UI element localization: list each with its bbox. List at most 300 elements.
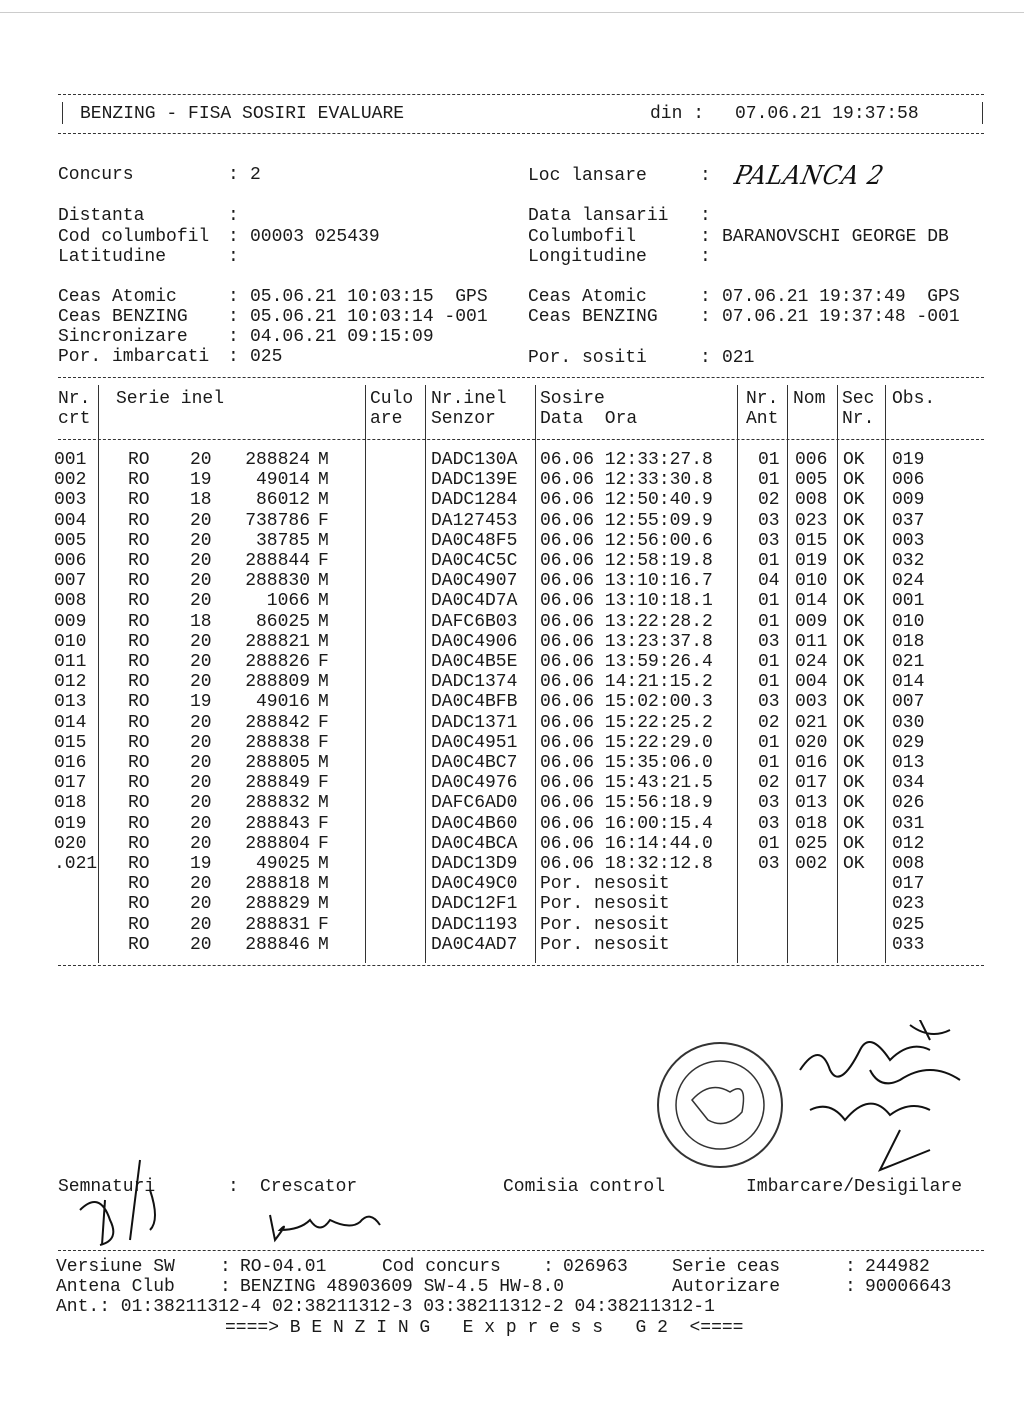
cell-sec: OK [843, 753, 865, 773]
longitudine-label: Longitudine [528, 247, 647, 267]
th-sosire: Sosire [540, 389, 605, 409]
cell-antenna: 04 [758, 571, 780, 592]
cell-nr: 003 [54, 490, 87, 511]
cell-country: RO [128, 591, 150, 612]
cell-arrival: 06.06 13:22:28.2 [540, 611, 713, 632]
cell-nom: 003 [795, 692, 828, 713]
table-row [0, 793, 1024, 813]
document-title: BENZING - FISA SOSIRI EVALUARE [80, 104, 405, 124]
cell-ring-number: 288832 [245, 793, 310, 814]
cell-nom: 002 [795, 854, 828, 874]
table-header-rule [58, 439, 984, 440]
cell-obs: 014 [892, 672, 925, 693]
cell-ring-number: 288818 [245, 874, 310, 895]
cell-nr: 014 [54, 712, 87, 733]
th-serie: Serie inel [116, 389, 225, 409]
cell-sex: M [318, 591, 329, 612]
cell-arrival: 06.06 12:56:00.6 [540, 530, 713, 551]
table-row [0, 834, 1024, 854]
cell-year: 20 [190, 753, 212, 773]
cell-year: 20 [190, 793, 212, 814]
cell-antenna: 01 [758, 450, 780, 470]
date-label: din : [650, 104, 705, 124]
cell-sensor: DAFC6AD0 [431, 793, 518, 814]
cell-sensor: DA0C4C5C [431, 551, 518, 571]
cell-year: 19 [190, 854, 212, 874]
cell-nr: 020 [54, 833, 87, 854]
cell-sex: F [318, 773, 329, 794]
th-crt: crt [58, 409, 91, 429]
cell-sex: M [318, 450, 329, 470]
cell-ring-number: 49014 [255, 470, 310, 491]
cell-antenna: 03 [758, 692, 780, 713]
cell-year: 20 [190, 450, 212, 470]
cell-obs: 001 [892, 591, 925, 612]
cell-sensor: DA0C4D7A [431, 591, 518, 612]
cell-nom: 013 [795, 793, 828, 814]
cell-arrival: 06.06 15:22:29.0 [540, 732, 713, 753]
cell-nr: 011 [54, 652, 87, 672]
cell-nr: 004 [54, 510, 87, 531]
cell-year: 20 [190, 591, 212, 612]
cell-sex: M [318, 692, 329, 713]
cell-sensor: DADC1284 [431, 490, 518, 511]
cell-country: RO [128, 450, 150, 470]
footer-rule [58, 1250, 984, 1251]
cell-sex: M [318, 530, 329, 551]
table-bottom-rule [58, 965, 984, 966]
cell-antenna: 03 [758, 530, 780, 551]
cell-year: 20 [190, 773, 212, 794]
concurs-label: Concurs [58, 165, 134, 185]
cell-arrival: 06.06 12:50:40.9 [540, 490, 713, 511]
cell-year: 20 [190, 551, 212, 571]
cell-nr: 018 [54, 793, 87, 814]
table-row [0, 672, 1024, 692]
cell-sec: OK [843, 652, 865, 672]
serie-ceas-value: 244982 [865, 1257, 930, 1277]
semnaturi-label: Semnaturi [58, 1177, 156, 1197]
cell-ring-number: 288826 [245, 652, 310, 672]
cell-sec: OK [843, 611, 865, 632]
cell-obs: 037 [892, 510, 925, 531]
cell-arrival: 06.06 15:56:18.9 [540, 793, 713, 814]
cell-year: 20 [190, 934, 212, 955]
cell-arrival: Por. nesosit [540, 894, 670, 915]
cell-ring-number: 86012 [255, 490, 310, 511]
antenna-list: Ant.: 01:38211312-4 02:38211312-3 03:38211312-2 04:38211312-1 [56, 1297, 715, 1317]
cell-obs: 006 [892, 470, 925, 491]
cell-arrival: 06.06 14:21:15.2 [540, 672, 713, 693]
cell-sec: OK [843, 692, 865, 713]
cell-nr: 002 [54, 470, 87, 491]
versiune-value: RO-04.01 [240, 1257, 327, 1277]
table-row [0, 915, 1024, 935]
cell-year: 20 [190, 833, 212, 854]
th-ant-2: Ant [746, 409, 779, 429]
cell-antenna: 01 [758, 591, 780, 612]
antena-value: BENZING 48903609 SW-4.5 HW-8.0 [240, 1277, 565, 1297]
cell-sensor: DADC13D9 [431, 854, 518, 874]
ceas-atomic-label: Ceas Atomic [58, 287, 177, 307]
cell-ring-number: 288843 [245, 813, 310, 834]
cell-sex: F [318, 813, 329, 834]
cell-sensor: DADC130A [431, 450, 518, 470]
cell-sec: OK [843, 672, 865, 693]
cell-country: RO [128, 551, 150, 571]
cell-obs: 007 [892, 692, 925, 713]
cell-nom: 025 [795, 833, 828, 854]
cell-country: RO [128, 672, 150, 693]
cell-antenna: 01 [758, 470, 780, 491]
cell-sensor: DA0C4AD7 [431, 934, 518, 955]
cell-sex: M [318, 490, 329, 511]
cell-antenna: 01 [758, 672, 780, 693]
cell-sensor: DA0C48F5 [431, 530, 518, 551]
cell-sensor: DA0C4976 [431, 773, 518, 794]
cell-ring-number: 738786 [245, 510, 310, 531]
colon: : [700, 287, 711, 307]
cell-nom: 015 [795, 530, 828, 551]
cell-sex: M [318, 470, 329, 491]
latitudine-label: Latitudine [58, 247, 167, 267]
cell-nom: 010 [795, 571, 828, 592]
cell-arrival: 06.06 15:22:25.2 [540, 712, 713, 733]
cell-arrival: Por. nesosit [540, 934, 670, 955]
cell-antenna: 03 [758, 510, 780, 531]
cell-antenna: 02 [758, 712, 780, 733]
date-value: 07.06.21 19:37:58 [735, 104, 919, 124]
cell-sec: OK [843, 490, 865, 511]
crescator-signatures [60, 1150, 400, 1250]
colon: : [228, 227, 239, 247]
cell-obs: 018 [892, 631, 925, 652]
cell-ring-number: 288842 [245, 712, 310, 733]
columbofil-value: BARANOVSCHI GEORGE DB [722, 227, 949, 247]
columbofil-label: Columbofil [528, 227, 637, 247]
cell-ring-number: 288804 [245, 833, 310, 854]
stamp-and-signatures [630, 1020, 990, 1200]
loc-lansare-label: Loc lansare [528, 166, 647, 186]
cell-antenna: 01 [758, 833, 780, 854]
cell-nr: 019 [54, 813, 87, 834]
autorizare-label: Autorizare [672, 1277, 781, 1297]
table-row [0, 814, 1024, 834]
cell-nr: 005 [54, 530, 87, 551]
title-box-top [58, 94, 984, 95]
versiune-label: Versiune SW [56, 1257, 175, 1277]
table-top-rule [58, 377, 984, 378]
cell-antenna: 03 [758, 813, 780, 834]
cell-year: 20 [190, 510, 212, 531]
serie-ceas-label: Serie ceas [672, 1257, 781, 1277]
cell-nr: 007 [54, 571, 87, 592]
cod-concurs-value: 026963 [563, 1257, 628, 1277]
cell-year: 20 [190, 712, 212, 733]
por-imbarcati-label: Por. imbarcati [58, 347, 210, 367]
cell-antenna: 03 [758, 793, 780, 814]
th-culoare: Culo [370, 389, 414, 409]
cell-nom: 019 [795, 551, 828, 571]
cell-obs: 033 [892, 934, 925, 955]
cell-sec: OK [843, 813, 865, 834]
sincronizare-label: Sincronizare [58, 327, 188, 347]
th-sec-2: Nr. [842, 409, 875, 429]
cell-year: 18 [190, 611, 212, 632]
cell-nr: 010 [54, 631, 87, 652]
cell-antenna: 01 [758, 551, 780, 571]
ceas-benzing-end: 07.06.21 19:37:48 -001 [722, 307, 960, 327]
cod-columbofil-label: Cod columbofil [58, 227, 210, 247]
colon: : [700, 166, 711, 186]
cell-country: RO [128, 894, 150, 915]
colon: : [228, 206, 239, 226]
cell-country: RO [128, 793, 150, 814]
cell-country: RO [128, 470, 150, 491]
cell-sec: OK [843, 510, 865, 531]
cell-arrival: 06.06 15:35:06.0 [540, 753, 713, 773]
semnaturi-colon: : [228, 1177, 239, 1197]
cell-country: RO [128, 874, 150, 895]
table-row [0, 551, 1024, 571]
cell-sensor: DA0C4951 [431, 732, 518, 753]
cell-sensor: DA0C4906 [431, 631, 518, 652]
cell-sec: OK [843, 470, 865, 491]
cell-year: 20 [190, 631, 212, 652]
cell-year: 19 [190, 692, 212, 713]
cell-ring-number: 288829 [245, 894, 310, 915]
ceas-benzing-label: Ceas BENZING [58, 307, 188, 327]
cell-sec: OK [843, 631, 865, 652]
autorizare-value: 90006643 [865, 1277, 952, 1297]
ceas-atomic-end: 07.06.21 19:37:49 GPS [722, 287, 960, 307]
cell-sensor: DADC1371 [431, 712, 518, 733]
cell-arrival: 06.06 15:02:00.3 [540, 692, 713, 713]
crescator-label: Crescator [260, 1177, 358, 1197]
cell-ring-number: 288844 [245, 551, 310, 571]
cell-sensor: DA0C4BCA [431, 833, 518, 854]
cell-ring-number: 86025 [255, 611, 310, 632]
cell-sec: OK [843, 571, 865, 592]
cell-year: 20 [190, 732, 212, 753]
cell-nom: 005 [795, 470, 828, 491]
cell-nr: 008 [54, 591, 87, 612]
colon: : [700, 227, 711, 247]
colon: : [543, 1257, 554, 1277]
antena-label: Antena Club [56, 1277, 175, 1297]
table-row [0, 713, 1024, 733]
cell-year: 20 [190, 672, 212, 693]
cell-sensor: DA0C4907 [431, 571, 518, 592]
cell-year: 20 [190, 894, 212, 915]
cell-sex: F [318, 833, 329, 854]
colon: : [228, 165, 239, 185]
cell-country: RO [128, 934, 150, 955]
th-nr: Nr. [58, 389, 91, 409]
cell-arrival: Por. nesosit [540, 874, 670, 895]
colon: : [700, 348, 711, 368]
cell-ring-number: 288838 [245, 732, 310, 753]
scan-edge [0, 12, 1024, 13]
cell-sec: OK [843, 530, 865, 551]
th-senzor-2: Senzor [431, 409, 496, 429]
cell-sensor: DADC139E [431, 470, 518, 491]
cell-obs: 024 [892, 571, 925, 592]
cell-sensor: DADC12F1 [431, 894, 518, 915]
cell-year: 18 [190, 490, 212, 511]
cell-ring-number: 288849 [245, 773, 310, 794]
cell-arrival: 06.06 12:58:19.8 [540, 551, 713, 571]
table-row [0, 753, 1024, 773]
cell-sex: M [318, 793, 329, 814]
concurs-value: 2 [250, 165, 261, 185]
cell-country: RO [128, 732, 150, 753]
cell-obs: 032 [892, 551, 925, 571]
cell-country: RO [128, 773, 150, 794]
cell-arrival: 06.06 16:00:15.4 [540, 813, 713, 834]
cell-antenna: 02 [758, 773, 780, 794]
cell-year: 19 [190, 470, 212, 491]
cell-nom: 016 [795, 753, 828, 773]
cell-sec: OK [843, 551, 865, 571]
cell-sec: OK [843, 854, 865, 874]
round-stamp [658, 1043, 782, 1167]
cell-sec: OK [843, 712, 865, 733]
cell-sec: OK [843, 450, 865, 470]
colon: : [845, 1257, 856, 1277]
table-row [0, 612, 1024, 632]
ceas-benzing-label-end: Ceas BENZING [528, 307, 658, 327]
cell-sex: M [318, 672, 329, 693]
colon: : [700, 247, 711, 267]
cell-sex: F [318, 510, 329, 531]
cell-obs: 034 [892, 773, 925, 794]
cell-sex: F [318, 914, 329, 935]
cell-country: RO [128, 510, 150, 531]
th-senzor: Nr.inel [431, 389, 507, 409]
cell-ring-number: 49025 [255, 854, 310, 874]
loc-lansare-value: PALANCA 2 [731, 161, 887, 191]
cell-sex: M [318, 854, 329, 874]
table-row [0, 874, 1024, 894]
title-box-right [982, 102, 983, 124]
cell-sensor: DA0C4BC7 [431, 753, 518, 773]
cell-ring-number: 288809 [245, 672, 310, 693]
cell-nr: 017 [54, 773, 87, 794]
cell-ring-number: 288805 [245, 753, 310, 773]
table-row [0, 652, 1024, 672]
cell-obs: 021 [892, 652, 925, 672]
table-row [0, 632, 1024, 652]
th-culoare-2: are [370, 409, 403, 429]
cell-sex: F [318, 652, 329, 672]
table-row [0, 511, 1024, 531]
cell-sex: M [318, 934, 329, 955]
cell-sensor: DADC1374 [431, 672, 518, 693]
cell-country: RO [128, 854, 150, 874]
distanta-label: Distanta [58, 206, 145, 226]
por-imbarcati-value: 025 [250, 347, 283, 367]
cell-nom: 009 [795, 611, 828, 632]
colon: : [228, 287, 239, 307]
cell-nr: 012 [54, 672, 87, 693]
cell-sensor: DAFC6B03 [431, 611, 518, 632]
cell-arrival: 06.06 18:32:12.8 [540, 854, 713, 874]
cell-ring-number: 288846 [245, 934, 310, 955]
title-box-bottom [58, 133, 984, 134]
title-box-left [62, 102, 63, 124]
cell-sec: OK [843, 773, 865, 794]
table-row [0, 692, 1024, 712]
cell-year: 20 [190, 874, 212, 895]
cell-nr: 015 [54, 732, 87, 753]
cell-sex: F [318, 712, 329, 733]
cell-arrival: 06.06 13:10:18.1 [540, 591, 713, 612]
table-row [0, 773, 1024, 793]
cell-country: RO [128, 833, 150, 854]
cell-country: RO [128, 652, 150, 672]
cell-nr: .021 [54, 854, 98, 874]
colon: : [700, 206, 711, 226]
cell-sensor: DA0C49C0 [431, 874, 518, 895]
table-row [0, 490, 1024, 510]
table-row [0, 935, 1024, 955]
cell-sensor: DA0C4B60 [431, 813, 518, 834]
cell-country: RO [128, 692, 150, 713]
cell-arrival: 06.06 16:14:44.0 [540, 833, 713, 854]
cell-ring-number: 288831 [245, 914, 310, 935]
cell-obs: 017 [892, 874, 925, 895]
colon: : [228, 327, 239, 347]
cell-obs: 012 [892, 833, 925, 854]
brand-line: ====> B E N Z I N G E x p r e s s G 2 <==== [225, 1318, 744, 1338]
cell-obs: 009 [892, 490, 925, 511]
imbarcare-label: Imbarcare/Desigilare [746, 1177, 963, 1197]
por-sositi-value: 021 [722, 348, 755, 368]
ceas-atomic-start: 05.06.21 10:03:15 GPS [250, 287, 488, 307]
comisia-label: Comisia control [503, 1177, 666, 1197]
cell-obs: 019 [892, 450, 925, 470]
cell-obs: 010 [892, 611, 925, 632]
table-row [0, 733, 1024, 753]
cell-nr: 013 [54, 692, 87, 713]
cell-ring-number: 288830 [245, 571, 310, 592]
cell-country: RO [128, 571, 150, 592]
cell-arrival: 06.06 12:33:27.8 [540, 450, 713, 470]
colon: : [220, 1277, 231, 1297]
cell-arrival: 06.06 15:43:21.5 [540, 773, 713, 794]
cell-sec: OK [843, 833, 865, 854]
cell-country: RO [128, 530, 150, 551]
table-row [0, 591, 1024, 611]
cell-nom: 018 [795, 813, 828, 834]
th-sosire-2: Data Ora [540, 409, 638, 429]
cell-nr: 016 [54, 753, 87, 773]
cod-concurs-label: Cod concurs [382, 1257, 501, 1277]
cell-nom: 021 [795, 712, 828, 733]
th-ant: Nr. [746, 389, 779, 409]
cell-sensor: DA0C4B5E [431, 652, 518, 672]
cell-nr: 009 [54, 611, 87, 632]
cell-country: RO [128, 813, 150, 834]
cell-country: RO [128, 490, 150, 511]
table-row [0, 571, 1024, 591]
cell-country: RO [128, 914, 150, 935]
th-sec: Sec [842, 389, 875, 409]
colon: : [228, 307, 239, 327]
cell-ring-number: 49016 [255, 692, 310, 713]
cell-obs: 003 [892, 530, 925, 551]
